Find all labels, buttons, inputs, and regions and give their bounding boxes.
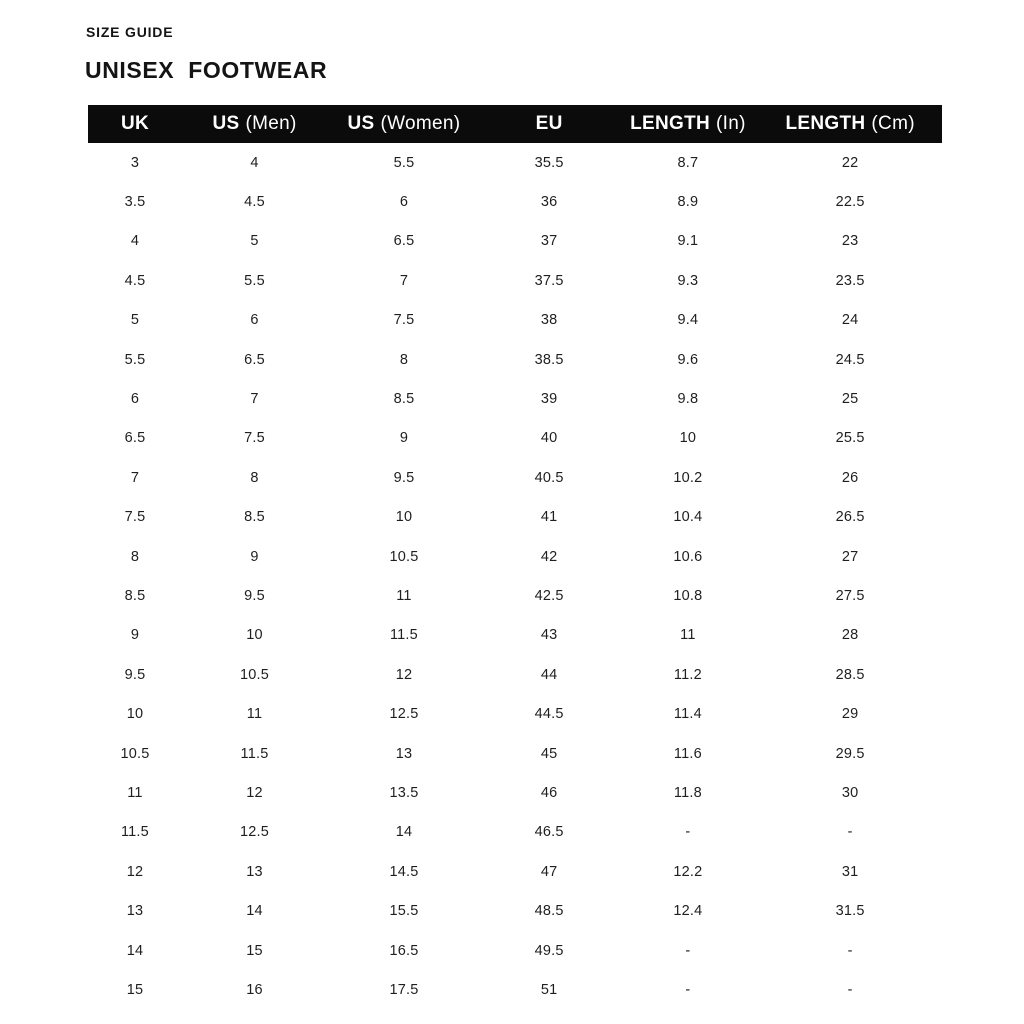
size-cell: 5.5 <box>393 154 415 171</box>
table-row <box>88 773 942 812</box>
size-cell: 8 <box>130 548 140 565</box>
size-cell: 7 <box>399 272 409 289</box>
size-cell: 23 <box>841 233 859 250</box>
column-header-eu <box>481 105 618 143</box>
size-cell: 12.5 <box>389 706 419 723</box>
table-row <box>88 852 942 891</box>
size-cell: 3.5 <box>124 194 146 211</box>
header-row <box>88 105 942 143</box>
size-cell: 12.5 <box>240 824 270 841</box>
size-cell: 9.5 <box>393 469 415 486</box>
column-header-label: UK <box>120 113 149 134</box>
column-header-label: US <box>212 113 240 134</box>
size-cell: 15.5 <box>389 903 419 920</box>
size-cell: 29.5 <box>835 745 865 762</box>
size-cell: 10 <box>126 706 144 723</box>
size-cell: 6 <box>250 312 259 329</box>
size-cell: 10.5 <box>389 548 419 565</box>
size-cell: 30 <box>841 784 859 801</box>
size-cell: 10.4 <box>673 509 703 526</box>
size-cell: 38.5 <box>534 351 564 368</box>
column-header-note: (Women) <box>380 113 461 134</box>
size-cell: 6.5 <box>124 430 146 447</box>
size-cell: 27 <box>841 548 859 565</box>
size-cell: 9.6 <box>677 351 699 368</box>
size-cell: 28.5 <box>835 666 865 683</box>
size-cell: 17.5 <box>389 981 419 998</box>
size-cell: - <box>847 942 853 959</box>
size-cell: 6.5 <box>244 351 265 368</box>
table-row <box>88 498 942 537</box>
size-cell: 13.5 <box>389 784 419 801</box>
size-table-body <box>88 143 942 1010</box>
size-cell: 7.5 <box>393 312 415 329</box>
size-cell: 11.6 <box>673 745 702 762</box>
size-cell: 13 <box>246 863 263 880</box>
size-cell: 26 <box>841 469 859 486</box>
size-cell: 43 <box>540 627 558 644</box>
size-table <box>88 105 942 1010</box>
size-cell: 44.5 <box>534 706 564 723</box>
size-cell: 16.5 <box>389 942 419 959</box>
size-cell: 8 <box>250 469 259 486</box>
size-cell: 8.5 <box>244 509 265 526</box>
size-cell: 27.5 <box>835 587 865 604</box>
size-cell: 11 <box>396 587 412 604</box>
size-cell: - <box>685 942 691 959</box>
column-header-uk <box>88 105 182 143</box>
column-header-note: (In) <box>716 113 746 134</box>
column-header-us-men <box>182 105 327 143</box>
size-cell: 51 <box>540 981 558 998</box>
size-cell: 45 <box>540 745 558 762</box>
size-guide-label: SIZE GUIDE <box>86 24 174 40</box>
size-cell: 16 <box>246 981 263 998</box>
size-cell: 31.5 <box>835 903 865 920</box>
size-cell: 12 <box>395 666 413 683</box>
size-cell: 9.8 <box>677 391 699 408</box>
column-header-label: LENGTH <box>630 113 710 134</box>
size-cell: 40.5 <box>534 469 564 486</box>
column-header-label: EU <box>535 113 563 134</box>
size-cell: 31 <box>841 863 859 880</box>
size-cell: - <box>847 824 853 841</box>
size-cell: 14.5 <box>389 863 419 880</box>
size-cell: 7 <box>130 469 140 486</box>
size-cell: 11.5 <box>389 627 418 644</box>
size-cell: 8.9 <box>677 194 699 211</box>
size-cell: 12.2 <box>673 863 703 880</box>
table-row <box>88 182 942 221</box>
page-title: UNISEX FOOTWEAR <box>85 57 328 83</box>
size-cell: 11.8 <box>673 784 702 801</box>
size-cell: 7.5 <box>244 430 265 447</box>
size-cell: 9 <box>399 430 409 447</box>
size-cell: 14 <box>395 824 413 841</box>
size-cell: 10.6 <box>673 548 703 565</box>
size-cell: - <box>847 981 853 998</box>
size-cell: 9.1 <box>677 233 699 250</box>
size-cell: 25.5 <box>835 430 865 447</box>
size-cell: 42.5 <box>534 587 564 604</box>
size-table-header <box>88 105 942 143</box>
size-cell: 36 <box>540 194 558 211</box>
size-cell: 39 <box>540 391 558 408</box>
size-cell: - <box>685 824 691 841</box>
size-cell: 8.7 <box>677 154 699 171</box>
size-cell: 10.2 <box>673 469 703 486</box>
size-cell: 10 <box>395 509 413 526</box>
table-row <box>88 143 942 182</box>
size-cell: 23.5 <box>835 272 865 289</box>
column-header-label: LENGTH <box>785 113 866 134</box>
table-row <box>88 734 942 773</box>
size-cell: 11.5 <box>240 745 269 762</box>
table-row <box>88 222 942 261</box>
size-cell: 14 <box>126 942 144 959</box>
table-row <box>88 261 942 300</box>
size-cell: 6.5 <box>393 233 415 250</box>
size-cell: 48.5 <box>534 903 564 920</box>
size-cell: 29 <box>841 706 859 723</box>
size-cell: 11.5 <box>120 824 149 841</box>
size-cell: 11 <box>246 706 263 723</box>
column-header-us-women <box>327 105 481 143</box>
size-cell: 12 <box>246 784 263 801</box>
table-row <box>88 694 942 733</box>
size-cell: 15 <box>126 981 144 998</box>
table-row <box>88 537 942 576</box>
size-cell: 11.4 <box>673 706 702 723</box>
column-header-label: US <box>347 113 375 134</box>
size-cell: 5 <box>130 312 140 329</box>
column-header-length-in <box>617 105 758 143</box>
table-row <box>88 301 942 340</box>
table-row <box>88 813 942 852</box>
size-cell: 15 <box>246 942 263 959</box>
size-cell: 8.5 <box>124 587 146 604</box>
size-cell: 8 <box>399 351 409 368</box>
size-cell: 13 <box>395 745 413 762</box>
size-cell: 42 <box>540 548 558 565</box>
size-cell: 5.5 <box>244 272 265 289</box>
size-cell: 37.5 <box>534 272 564 289</box>
size-cell: 37 <box>540 233 558 250</box>
size-cell: 11.2 <box>673 666 702 683</box>
table-row <box>88 340 942 379</box>
size-cell: - <box>685 981 691 998</box>
size-cell: 24 <box>841 312 859 329</box>
size-cell: 26.5 <box>835 509 865 526</box>
size-cell: 7 <box>250 391 259 408</box>
size-cell: 9.4 <box>677 312 699 329</box>
size-cell: 49.5 <box>534 942 564 959</box>
size-cell: 28 <box>841 627 859 644</box>
size-cell: 7.5 <box>124 509 146 526</box>
size-cell: 9 <box>250 548 259 565</box>
size-cell: 6 <box>130 391 140 408</box>
column-header-length-cm <box>758 105 942 143</box>
table-row <box>88 419 942 458</box>
size-cell: 9.3 <box>677 272 699 289</box>
size-cell: 9 <box>130 627 140 644</box>
size-cell: 25 <box>841 391 859 408</box>
size-cell: 22 <box>841 154 859 171</box>
size-cell: 11 <box>127 784 143 801</box>
size-cell: 40 <box>540 430 558 447</box>
table-row <box>88 616 942 655</box>
table-row <box>88 931 942 970</box>
size-cell: 14 <box>246 903 263 920</box>
size-cell: 4 <box>130 233 140 250</box>
size-cell: 10.5 <box>240 666 270 683</box>
column-header-note: (Men) <box>245 113 297 134</box>
size-cell: 11 <box>680 627 696 644</box>
size-cell: 44 <box>540 666 558 683</box>
size-cell: 4.5 <box>124 272 146 289</box>
size-cell: 4.5 <box>244 194 265 211</box>
size-cell: 9.5 <box>244 587 265 604</box>
size-cell: 9.5 <box>124 666 146 683</box>
size-cell: 38 <box>540 312 558 329</box>
size-cell: 10 <box>679 430 697 447</box>
table-row <box>88 891 942 930</box>
table-row <box>88 970 942 1009</box>
size-cell: 22.5 <box>835 194 865 211</box>
column-header-note: (Cm) <box>871 113 915 134</box>
size-cell: 8.5 <box>393 391 415 408</box>
size-cell: 46.5 <box>534 824 564 841</box>
size-cell: 41 <box>540 509 558 526</box>
size-cell: 47 <box>540 863 558 880</box>
size-cell: 5 <box>250 233 259 250</box>
table-row <box>88 379 942 418</box>
size-cell: 10.8 <box>673 587 703 604</box>
size-cell: 10 <box>246 627 263 644</box>
size-cell: 3 <box>130 154 140 171</box>
table-row <box>88 655 942 694</box>
table-row <box>88 576 942 615</box>
size-cell: 13 <box>126 903 144 920</box>
size-cell: 4 <box>250 154 259 171</box>
table-row <box>88 458 942 497</box>
size-cell: 24.5 <box>835 351 865 368</box>
size-cell: 46 <box>540 784 558 801</box>
size-cell: 12 <box>126 863 144 880</box>
size-cell: 5.5 <box>124 351 146 368</box>
size-cell: 10.5 <box>120 745 150 762</box>
size-cell: 35.5 <box>534 154 564 171</box>
size-cell: 12.4 <box>673 903 703 920</box>
size-cell: 6 <box>399 194 409 211</box>
